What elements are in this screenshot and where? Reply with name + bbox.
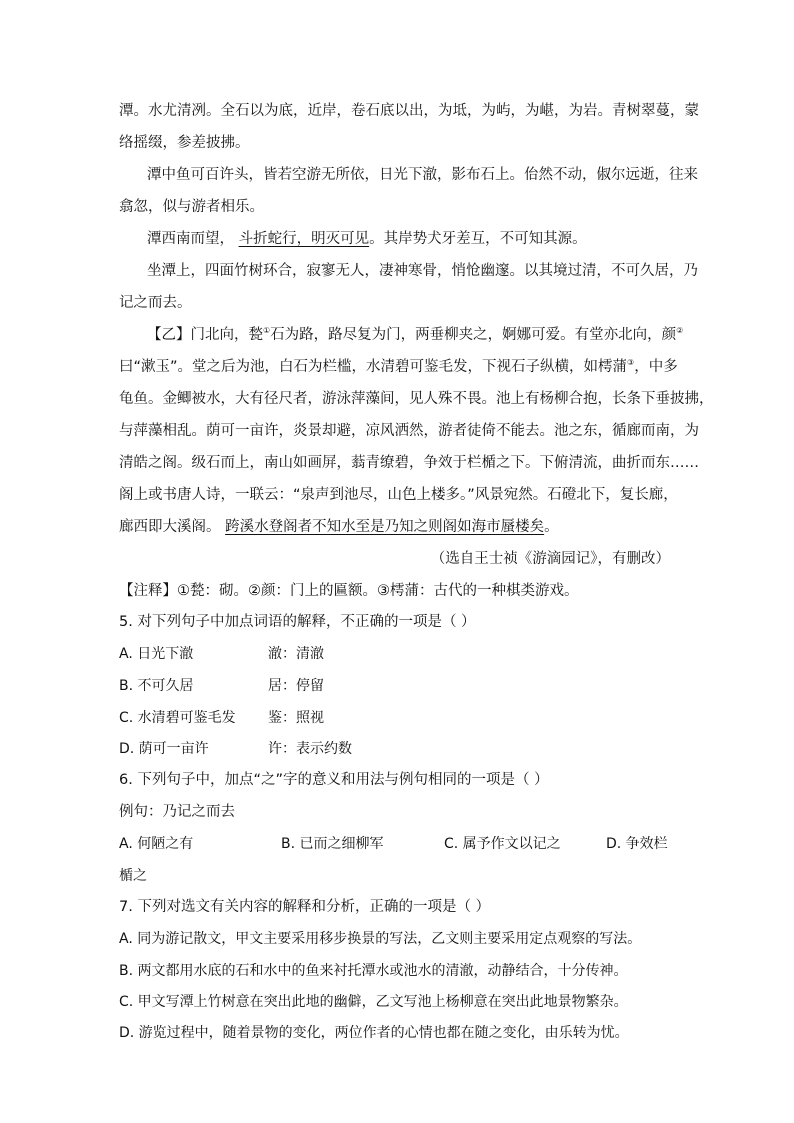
annotation-note: 【注释】①甃：砌。②颜：门上的匾额。③樗蒲：古代的一种棋类游戏。 xyxy=(119,583,579,599)
passage-text: 石为路，路尽复为门，两垂柳夹之，婀娜可爱。有堂亦北向，颜 xyxy=(270,327,677,343)
option-gloss: 居：停留 xyxy=(268,678,324,694)
option-gloss: 鉴：照视 xyxy=(268,710,324,726)
question-6-option-b[interactable]: B. 已而之细柳军 xyxy=(281,836,384,852)
passage-line: 与萍藻相乱。荫可一亩许，炎景却避，凉风洒然，游者徒倚不能去。池之东，循廊而南，为 xyxy=(119,423,699,439)
passage-line: 龟鱼。金鲫被水，大有径尺者，游泳萍藻间，见人殊不畏。池上有杨柳合抱，长条下垂披拂， xyxy=(119,391,714,407)
passage-text: 廊西即大溪阁。 xyxy=(119,519,221,535)
source-citation: （选自王士祯《游滴园记》，有删改） xyxy=(430,551,670,567)
passage-line: 阁上或书唐人诗，一联云：“泉声到池尽，山色上楼多。”风景宛然。石磴北下，复长廊， xyxy=(119,487,678,503)
passage-line: 坐潭上，四面竹树环合，寂寥无人，凄神寒骨，悄怆幽邃。以其境过清，不可久居，乃 xyxy=(147,263,698,279)
option-label: B. 不可久居 xyxy=(119,678,194,694)
passage-line xyxy=(147,325,707,345)
passage-text: 。 xyxy=(544,519,559,535)
passage-text: 曰“漱玉”。堂之后为池，白石为栏槛，水清碧可鉴毛发，下视石子纵横，如樗蒲 xyxy=(119,359,628,375)
question-5-option-a[interactable] xyxy=(119,644,679,664)
passage-line: 清皓之阁。级石而上，南山如画屏，蓊青缭碧，争效于栏楯之下。下俯清流，曲折而东…… xyxy=(119,455,699,471)
question-7-option-a[interactable]: A. 同为游记散文，甲文主要采用移步换景的写法，乙文则主要采用定点观察的写法。 xyxy=(119,931,642,947)
option-label: C. 水清碧可鉴毛发 xyxy=(119,710,236,726)
passage-text: 【乙】门北向，甃 xyxy=(147,327,263,343)
passage-text: 潭西南而望， xyxy=(147,231,234,247)
option-gloss: 澈：清澈 xyxy=(268,646,324,662)
question-7-stem: 7. 下列对选文有关内容的解释和分析，正确的一项是（ ） xyxy=(119,899,491,915)
question-7-option-d[interactable]: D. 游览过程中，随着景物的变化，两位作者的心情也都在随之变化，由乐转为忧。 xyxy=(119,1025,629,1041)
question-5-option-c[interactable] xyxy=(119,708,679,728)
question-6-example: 例句：乃记之而去 xyxy=(119,804,235,820)
question-5-stem: 5. 对下列句子中加点词语的解释，不正确的一项是（ ） xyxy=(119,614,476,630)
question-5-option-b[interactable] xyxy=(119,676,679,696)
question-6-option-d[interactable]: D. 争效栏 xyxy=(606,836,668,852)
option-gloss: 许：表示约数 xyxy=(268,741,352,757)
passage-text: 。其岸势犬牙差互，不可知其源。 xyxy=(369,231,587,247)
passage-line: 翕忽，似与游者相乐。 xyxy=(119,199,264,215)
passage-line: 潭中鱼可百许头，皆若空游无所依，日光下澈，影布石上。佁然不动，俶尔远逝，往来 xyxy=(147,167,698,183)
passage-line: 潭。水尤清冽。全石以为底，近岸，卷石底以出，为坻，为屿，为嵁，为岩。青树翠蔓，蒙 xyxy=(119,103,699,119)
question-5-option-d[interactable] xyxy=(119,739,679,759)
passage-line xyxy=(147,229,707,249)
passage-line xyxy=(119,517,679,537)
passage-line: 记之而去。 xyxy=(119,295,192,311)
option-label: A. 日光下澈 xyxy=(119,646,194,662)
question-7-option-c[interactable]: C. 甲文写潭上竹树意在突出此地的幽僻，乙文写池上杨柳意在突出此地景物繁杂。 xyxy=(119,994,628,1010)
question-6-option-a[interactable]: A. 何陋之有 xyxy=(119,836,194,852)
underlined-sentence: 斗折蛇行，明灭可见 xyxy=(238,231,370,247)
question-6-option-c[interactable]: C. 属予作文以记之 xyxy=(444,836,561,852)
passage-line: 络摇缀，参差披拂。 xyxy=(119,135,250,151)
question-7-option-b[interactable]: B. 两文都用水底的石和水中的鱼来衬托潭水或池水的清澈，动静结合，十分传神。 xyxy=(119,963,628,979)
footnote-marker: ③ xyxy=(627,358,635,368)
question-6-stem: 6. 下列句子中，加点“之”字的意义和用法与例句相同的一项是（ ） xyxy=(119,772,549,788)
passage-text: ，中多 xyxy=(634,359,678,375)
footnote-marker: ② xyxy=(676,326,684,336)
passage-line xyxy=(119,357,679,377)
option-label: D. 荫可一亩许 xyxy=(119,741,209,757)
footnote-marker: ① xyxy=(263,326,271,336)
question-6-option-d-wrap: 楯之 xyxy=(119,868,147,884)
underlined-sentence: 跨溪水登阁者不知水至是乃知之则阁如海市蜃楼矣 xyxy=(225,519,545,535)
